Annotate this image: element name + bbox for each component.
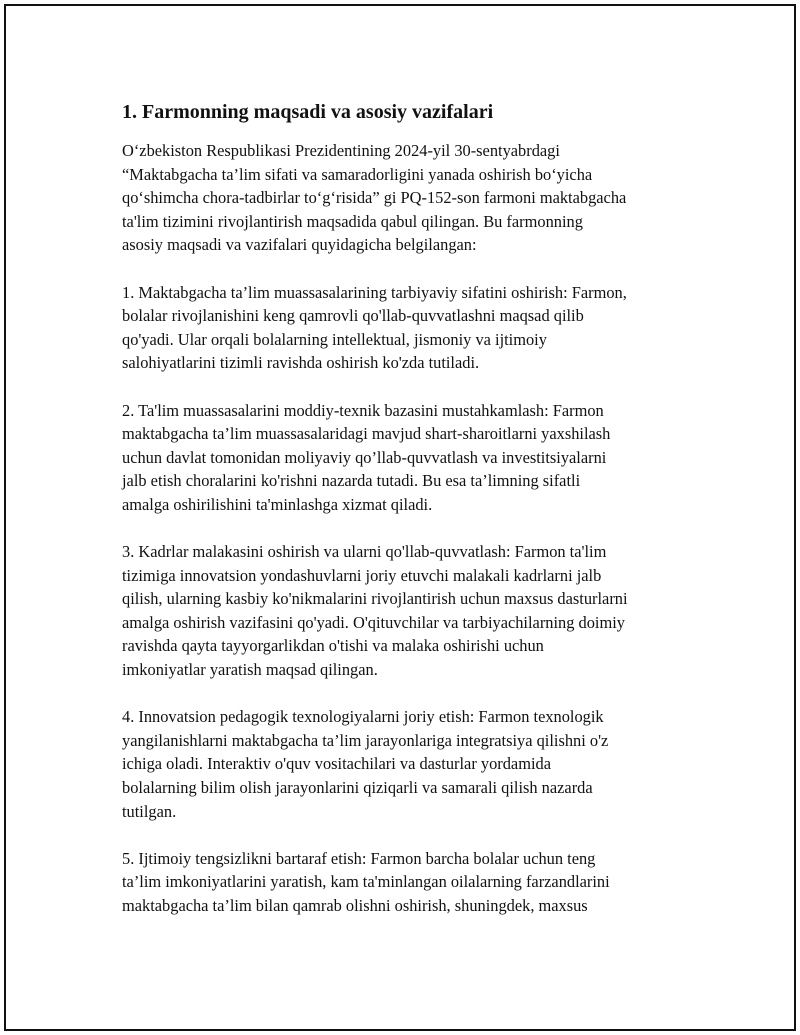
page-frame: [4, 4, 796, 1031]
text-line: ravishda qayta tayyorgarlikdan o'tishi va malaka oshirishi uchun: [122, 636, 544, 656]
text-line: “Maktabgacha ta’lim sifati va samaradorligini yanada oshirish bo‘yicha: [122, 164, 593, 184]
text-line: maktabgacha ta’lim muassasalaridagi mavjud shart-sharoitlarni yaxshilash: [122, 424, 611, 444]
text-line: 1. Maktabgacha ta’lim muassasalarining tarbiyaviy sifatini oshirish: Farmon,: [122, 282, 627, 302]
paragraphs-container: [122, 139, 697, 918]
text-line: 3. Kadrlar malakasini oshirish va ularni qo'llab-quvvatlash: Farmon ta'lim: [122, 542, 607, 562]
text-line: yangilanishlarni maktabgacha ta’lim jarayonlariga integratsiya qilishni o'z: [122, 730, 609, 750]
text-line: qo'yadi. Ular orqali bolalarning intellektual, jismoniy va ijtimoiy: [122, 329, 547, 349]
section-heading: 1. Farmonning maqsadi va asosiy vazifalari: [122, 101, 494, 123]
text-line: maktabgacha ta’lim bilan qamrab olishni oshirish, shuningdek, maxsus: [122, 896, 588, 915]
text-line: qilish, ularning kasbiy ko'nikmalarini rivojlantirish uchun maxsus dasturlarni: [122, 589, 628, 609]
text-line: jalb etish choralarini ko'rishni nazarda tutadi. Bu esa ta’limning sifatli: [122, 471, 581, 491]
text-line: tizimiga innovatsion yondashuvlarni joriy etuvchi malakali kadrlarni jalb: [122, 565, 602, 585]
text-line: 5. Ijtimoiy tengsizlikni bartaraf etish: Farmon barcha bolalar uchun teng: [122, 848, 596, 868]
text-line: bolalarning bilim olish jarayonlarini qiziqarli va samarali qilish nazarda: [122, 778, 593, 798]
text-line: uchun davlat tomonidan moliyaviy qo’llab-quvvatlash va investitsiyalarni: [122, 447, 607, 467]
text-line: imkoniyatlar yaratish maqsad qilingan.: [122, 660, 378, 680]
text-line: 2. Ta'lim muassasalarini moddiy-texnik bazasini mustahkamlash: Farmon: [122, 400, 604, 420]
text-line: amalga oshirilishini ta'minlashga xizmat qiladi.: [122, 494, 433, 514]
text-line: tutilgan.: [122, 801, 177, 821]
text-line: salohiyatlarini tizimli ravishda oshirish ko'zda tutiladi.: [122, 353, 480, 373]
text-line: bolalar rivojlanishini keng qamrovli qo'llab-quvvatlashni maqsad qilib: [122, 306, 584, 326]
paragraph-5: [122, 705, 697, 823]
text-line: ichiga oladi. Interaktiv o'quv vositachilari va dasturlar yordamida: [122, 754, 551, 774]
text-line: O‘zbekiston Respublikasi Prezidentining 2024-yil 30-sentyabrdagi: [122, 141, 560, 160]
paragraph-4: [122, 540, 697, 682]
text-line: qo‘shimcha chora-tadbirlar to‘g‘risida” gi PQ-152-son farmoni maktabgacha: [122, 188, 627, 208]
text-line: amalga oshirish vazifasini qo'yadi. O'qituvchilar va tarbiyachilarning doimiy: [122, 612, 625, 632]
text-line: ta’lim imkoniyatlarini yaratish, kam ta'minlangan oilalarning farzandlarini: [122, 872, 610, 892]
paragraph-6: [122, 847, 697, 918]
paragraph-3: [122, 399, 697, 517]
paragraph-1: [122, 139, 697, 257]
text-line: asosiy maqsadi va vazifalari quyidagicha belgilangan:: [122, 235, 477, 255]
document-body: [122, 99, 697, 918]
text-line: ta'lim tizimini rivojlantirish maqsadida qabul qilingan. Bu farmonning: [122, 211, 583, 231]
text-line: 4. Innovatsion pedagogik texnologiyalarni joriy etish: Farmon texnologik: [122, 707, 604, 727]
paragraph-2: [122, 281, 697, 375]
